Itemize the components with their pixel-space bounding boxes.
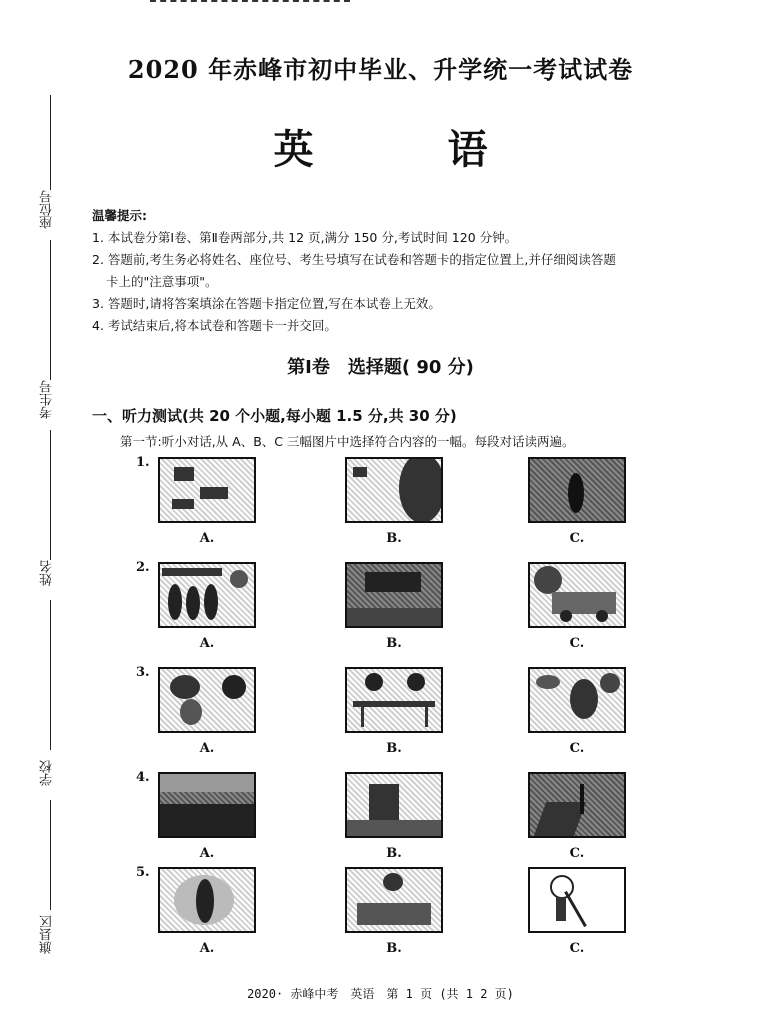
tip-item: 4. 考试结束后,将本试卷和答题卡一并交回。 [92, 318, 337, 333]
option-b[interactable] [345, 457, 445, 546]
question-5 [130, 865, 650, 965]
question-number: 5. [136, 865, 150, 880]
question-1 [130, 455, 650, 555]
option-b[interactable] [345, 667, 445, 756]
option-picture [345, 867, 443, 933]
binding-strip [26, 0, 66, 1036]
option-c[interactable] [528, 562, 628, 651]
question-2 [130, 560, 650, 660]
exam-title: 2020 年赤峰市初中毕业、升学统一考试试卷 [127, 55, 634, 84]
option-label: A. [199, 636, 215, 651]
tips-heading: 温馨提示: [92, 208, 147, 223]
option-b[interactable] [345, 562, 445, 651]
question-number: 1. [136, 455, 150, 470]
district-line [50, 800, 51, 910]
tip-item: 3. 答题时,请将答案填涂在答题卡指定位置,写在本试卷上无效。 [92, 296, 441, 311]
option-picture [158, 667, 256, 733]
option-label: A. [199, 741, 215, 756]
tip-item: 卡上的"注意事项"。 [106, 274, 218, 289]
option-b[interactable] [345, 772, 445, 861]
option-label: C. [569, 846, 585, 861]
part-instruction: 第一节:听小对话,从 A、B、C 三幅图片中选择符合内容的一幅。每段对话读两遍。 [120, 434, 575, 449]
option-label: C. [569, 941, 585, 956]
name-line [50, 430, 51, 560]
option-picture [528, 457, 626, 523]
option-picture [528, 772, 626, 838]
candidate-number-label: 考生号 [40, 380, 55, 419]
school-label: 学校 [40, 760, 55, 786]
district-label: 旗县区 [40, 915, 55, 954]
page-footer: 2020· 赤峰中考 英语 第 1 页 (共 1 2 页) [247, 987, 514, 1001]
subject-title: 英 语 [273, 126, 548, 173]
option-a[interactable] [158, 562, 258, 651]
option-picture [158, 457, 256, 523]
option-c[interactable] [528, 667, 628, 756]
school-line [50, 600, 51, 750]
option-label: C. [569, 531, 585, 546]
option-a[interactable] [158, 867, 258, 956]
option-picture [345, 772, 443, 838]
option-label: B. [386, 846, 402, 861]
seat-number-label: 座位号 [40, 190, 55, 229]
option-picture [158, 867, 256, 933]
option-a[interactable] [158, 667, 258, 756]
tip-item: 1. 本试卷分第Ⅰ卷、第Ⅱ卷两部分,共 12 页,满分 150 分,考试时间 120 分钟。 [92, 230, 518, 245]
option-a[interactable] [158, 772, 258, 861]
option-label: B. [386, 531, 402, 546]
question-4 [130, 770, 650, 870]
option-label: B. [386, 636, 402, 651]
option-picture [345, 562, 443, 628]
question-number: 3. [136, 665, 150, 680]
option-label: C. [569, 741, 585, 756]
option-picture [528, 667, 626, 733]
option-label: B. [386, 741, 402, 756]
option-picture [345, 457, 443, 523]
option-label: B. [386, 941, 402, 956]
option-picture [528, 867, 626, 933]
option-picture [528, 562, 626, 628]
seat-number-line [50, 95, 51, 190]
option-picture [158, 562, 256, 628]
question-number: 4. [136, 770, 150, 785]
option-b[interactable] [345, 867, 445, 956]
option-label: C. [569, 636, 585, 651]
question-number: 2. [136, 560, 150, 575]
question-3 [130, 665, 650, 765]
section-title: 第Ⅰ卷 选择题( 90 分) [287, 357, 474, 378]
option-c[interactable] [528, 867, 628, 956]
name-label: 姓名 [40, 560, 55, 586]
tip-item: 2. 答题前,考生务必将姓名、座位号、考生号填写在试卷和答题卡的指定位置上,并仔细阅读答题 [92, 252, 616, 267]
option-c[interactable] [528, 772, 628, 861]
top-scan-mark [150, 0, 350, 5]
option-label: A. [199, 846, 215, 861]
option-picture [345, 667, 443, 733]
option-label: A. [199, 941, 215, 956]
option-a[interactable] [158, 457, 258, 546]
option-c[interactable] [528, 457, 628, 546]
option-label: A. [199, 531, 215, 546]
part-title: 一、听力测试(共 20 个小题,每小题 1.5 分,共 30 分) [92, 407, 457, 425]
option-picture [158, 772, 256, 838]
exam-tips [92, 205, 732, 337]
